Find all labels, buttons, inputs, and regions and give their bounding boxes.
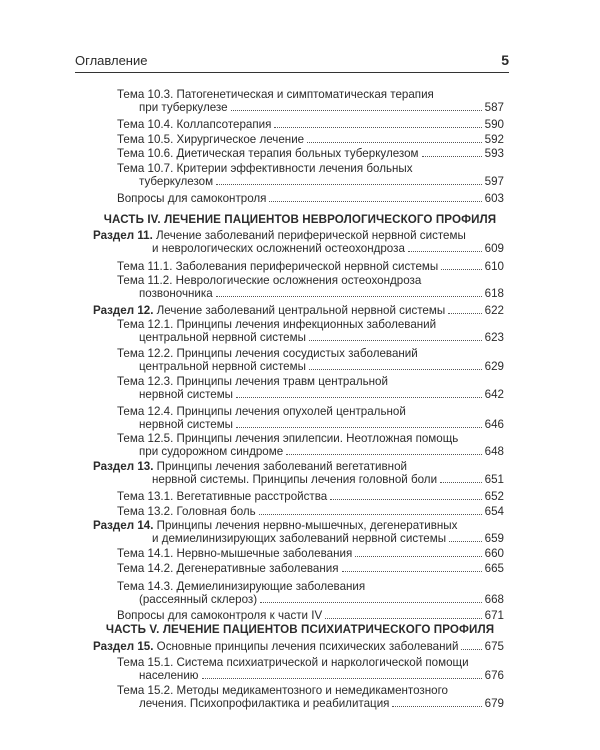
entry-title: Принципы лечения заболеваний вегетативной bbox=[156, 460, 407, 473]
section-label: Раздел 13. bbox=[93, 460, 157, 473]
page-number: 671 bbox=[484, 609, 504, 622]
entry-title: Тема 12.3. Принципы лечения травм центральной bbox=[117, 375, 388, 388]
entry-title: Тема 11.1. Заболевания периферической нервной системы bbox=[117, 260, 439, 273]
entry-title: Лечение заболеваний периферической нервной системы bbox=[156, 229, 466, 242]
entry-title: Тема 10.6. Диетическая терапия больных туберкулезом bbox=[117, 147, 419, 160]
page-number: 652 bbox=[484, 490, 504, 503]
page-number: 629 bbox=[484, 360, 504, 374]
page-number: 622 bbox=[484, 304, 504, 317]
page-number: 668 bbox=[484, 593, 504, 607]
page-number: 592 bbox=[484, 133, 504, 146]
entry-title-wrap bbox=[117, 547, 352, 560]
dot-leader bbox=[231, 110, 482, 111]
page-number: 651 bbox=[484, 473, 504, 487]
page-number: 587 bbox=[484, 101, 504, 115]
part-heading: ЧАСТЬ IV. ЛЕЧЕНИЕ ПАЦИЕНТОВ НЕВРОЛОГИЧЕСКОГО ПРОФИЛЯ bbox=[103, 213, 497, 226]
entry-title: Тема 15.1. Система психиатрической и наркологической помощи bbox=[117, 656, 469, 669]
entry-title: Тема 12.1. Принципы лечения инфекционных заболеваний bbox=[117, 318, 437, 331]
dot-leader bbox=[286, 454, 481, 455]
entry-title: Вопросы для самоконтроля к части IV bbox=[117, 609, 323, 622]
entry-title: Принципы лечения нервно-мышечных, дегенеративных bbox=[156, 519, 458, 532]
entry-title-wrap bbox=[117, 505, 256, 518]
entry-title-cont: при туберкулезе bbox=[139, 101, 228, 115]
dot-leader bbox=[260, 602, 482, 603]
entry-title: Тема 10.7. Критерии эффективности лечения больных bbox=[117, 162, 413, 175]
page-number: 648 bbox=[484, 445, 504, 459]
entry-title: Тема 14.2. Дегенеративные заболевания bbox=[117, 562, 339, 575]
dot-leader bbox=[441, 269, 481, 270]
header-title: Оглавление bbox=[75, 52, 148, 68]
entry-title: Вопросы для самоконтроля bbox=[117, 192, 267, 205]
entry-title-cont: нервной системы bbox=[139, 418, 234, 432]
dot-leader bbox=[202, 678, 482, 679]
dot-leader bbox=[325, 618, 481, 619]
entry-title-cont: населению bbox=[139, 669, 199, 683]
dot-leader bbox=[269, 201, 481, 202]
entry-title: Тема 13.2. Головная боль bbox=[117, 505, 256, 518]
entry-title: Тема 12.5. Принципы лечения эпилепсии. Неотложная помощь bbox=[117, 432, 459, 445]
entry-title-wrap bbox=[117, 260, 438, 273]
entry-title: Тема 10.4. Коллапсотерапия bbox=[117, 118, 272, 131]
entry-title-cont: центральной нервной системы bbox=[139, 331, 306, 345]
page-number: 618 bbox=[484, 287, 504, 301]
dot-leader bbox=[449, 541, 482, 542]
entry-title: Тема 15.2. Методы медикаментозного и немедикаментозного bbox=[117, 684, 449, 697]
dot-leader bbox=[236, 397, 482, 398]
entry-title-cont: туберкулезом bbox=[139, 175, 214, 189]
section-label: Раздел 14. bbox=[93, 519, 157, 532]
entry-title: Тема 10.3. Патогенетическая и симптоматическая терапия bbox=[117, 88, 434, 101]
dot-leader bbox=[309, 369, 482, 370]
entry-title: Тема 14.1. Нервно-мышечные заболевания bbox=[117, 547, 353, 560]
entry-title: Лечение заболеваний центральной нервной системы bbox=[156, 304, 446, 317]
page-number: 603 bbox=[484, 192, 504, 205]
entry-title-wrap bbox=[93, 640, 458, 653]
dot-leader bbox=[309, 340, 482, 341]
dot-leader bbox=[448, 313, 481, 314]
entry-title-wrap bbox=[117, 609, 322, 622]
dot-leader bbox=[216, 184, 482, 185]
page-number: 660 bbox=[484, 547, 504, 560]
dot-leader bbox=[392, 706, 481, 707]
entry-title: Тема 10.5. Хирургическое лечение bbox=[117, 133, 305, 146]
entry-title: Тема 12.4. Принципы лечения опухолей центральной bbox=[117, 405, 406, 418]
running-header bbox=[75, 50, 509, 70]
part-heading: ЧАСТЬ V. ЛЕЧЕНИЕ ПАЦИЕНТОВ ПСИХИАТРИЧЕСКОГО ПРОФИЛЯ bbox=[105, 623, 495, 636]
page-number: 610 bbox=[484, 260, 504, 273]
page-number: 646 bbox=[484, 418, 504, 432]
entry-title-wrap bbox=[93, 304, 445, 317]
dot-leader bbox=[330, 499, 481, 500]
entry-title-wrap bbox=[117, 490, 327, 503]
dot-leader bbox=[216, 296, 482, 297]
page-number: 679 bbox=[484, 697, 504, 711]
dot-leader bbox=[342, 571, 482, 572]
entry-title: Тема 13.1. Вегетативные расстройства bbox=[117, 490, 328, 503]
entry-title-wrap bbox=[117, 192, 266, 205]
entry-title-cont: лечения. Психопрофилактика и реабилитация bbox=[139, 697, 390, 711]
entry-title: Тема 14.3. Демиелинизирующие заболевания bbox=[117, 580, 366, 593]
entry-title-wrap bbox=[117, 118, 271, 131]
section-label: Раздел 15. bbox=[93, 640, 157, 653]
header-rule bbox=[75, 72, 509, 73]
section-label: Раздел 11. bbox=[93, 229, 157, 242]
entry-title-wrap bbox=[117, 562, 339, 575]
entry-title: Тема 11.2. Неврологические осложнения остеохондроза bbox=[117, 274, 422, 287]
entry-title-wrap bbox=[117, 133, 304, 146]
page-number: 609 bbox=[484, 242, 504, 256]
page-number: 654 bbox=[484, 505, 504, 518]
entry-title: Тема 12.2. Принципы лечения сосудистых заболеваний bbox=[117, 347, 418, 360]
dot-leader bbox=[259, 514, 482, 515]
dot-leader bbox=[422, 156, 482, 157]
page-number: 676 bbox=[484, 669, 504, 683]
entry-title-cont: и демиелинизирующих заболеваний нервной системы bbox=[152, 532, 447, 546]
dot-leader bbox=[461, 649, 481, 650]
dot-leader bbox=[274, 127, 481, 128]
page-number: 675 bbox=[484, 640, 504, 653]
entry-title-cont: (рассеянный склероз) bbox=[139, 593, 258, 607]
entry-title: Основные принципы лечения психических заболеваний bbox=[156, 640, 459, 653]
entry-title-cont: при судорожном синдроме bbox=[139, 445, 284, 459]
entry-title-cont: нервной системы bbox=[139, 388, 234, 402]
dot-leader bbox=[236, 427, 482, 428]
entry-title-cont: нервной системы. Принципы лечения головной боли bbox=[152, 473, 438, 487]
page-number: 590 bbox=[484, 118, 504, 131]
header-page-number: 5 bbox=[501, 52, 509, 68]
page-number: 642 bbox=[484, 388, 504, 402]
entry-title-cont: центральной нервной системы bbox=[139, 360, 306, 374]
entry-title-wrap bbox=[117, 147, 419, 160]
dot-leader bbox=[440, 482, 482, 483]
page-number: 623 bbox=[484, 331, 504, 345]
dot-leader bbox=[408, 251, 482, 252]
page-number: 593 bbox=[484, 147, 504, 160]
entry-title-cont: и неврологических осложнений остеохондроза bbox=[152, 242, 405, 256]
dot-leader bbox=[355, 556, 481, 557]
page-number: 659 bbox=[484, 532, 504, 546]
section-label: Раздел 12. bbox=[93, 304, 157, 317]
entry-title-cont: позвоночника bbox=[139, 287, 213, 301]
page-number: 597 bbox=[484, 175, 504, 189]
dot-leader bbox=[307, 142, 482, 143]
page-number: 665 bbox=[484, 562, 504, 575]
